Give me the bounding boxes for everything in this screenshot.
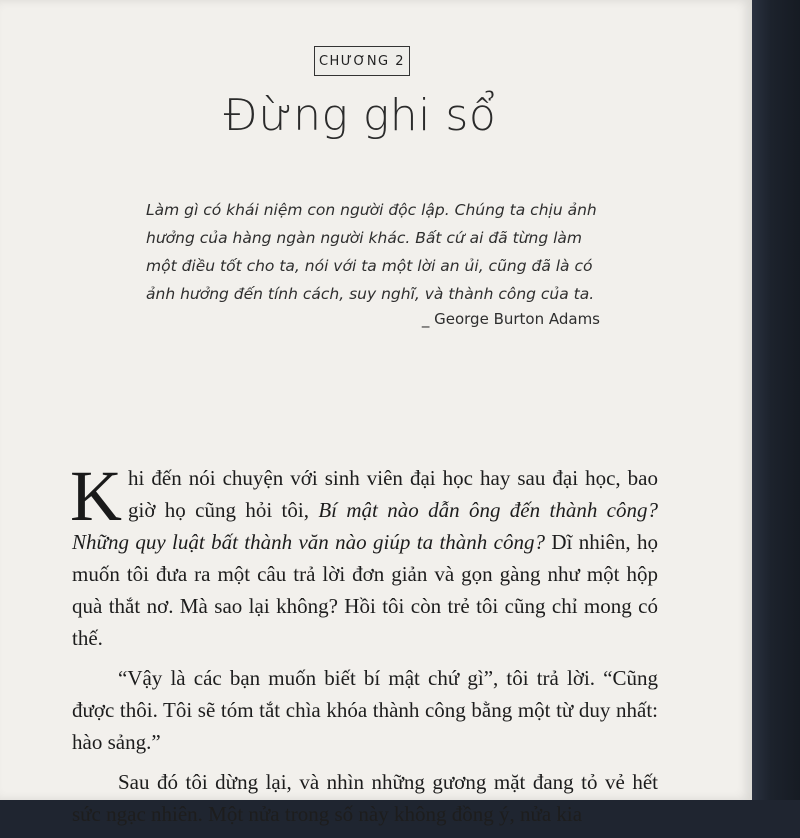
paragraph-1-end: Dĩ nhiên, họ muốn tôi đưa ra một câu trả lời đơn giản và gọn gàng như một hộp quà thắt nơ. Mà sao lại không? Hồi tôi còn trẻ tôi cũng chỉ mong có thế. xyxy=(72,530,659,650)
paragraph-1-italic: Bí mật nào dẫn ông đến thành công? Những quy luật bất thành văn nào giúp ta thành công? xyxy=(72,498,659,554)
epigraph-quote: Làm gì có khái niệm con người độc lập. Chúng ta chịu ảnh hưởng của hàng ngàn người khác. Bất cứ ai đã từng làm một điều tốt cho ta, nói với ta một lời an ủi, cũng đã là có ảnh hưởng đến tính cách, suy nghĩ, và thành công của ta. xyxy=(146,201,597,303)
body-text xyxy=(70,456,659,838)
paragraph-1 xyxy=(70,456,659,654)
epigraph-author: _ George Burton Adams xyxy=(421,310,600,328)
chapter-title: Đừng ghi sổ xyxy=(223,90,497,141)
binding-edge xyxy=(752,0,800,800)
chapter-label-text: CHƯƠNG 2 xyxy=(318,53,406,69)
paragraph-2: “Vậy là các bạn muốn biết bí mật chứ gì”, tôi trả lời. “Cũng được thôi. Tôi sẽ tóm tắt chìa khóa thành công bằng một từ duy nhất: hào sảng.” xyxy=(72,666,658,754)
drop-cap: K xyxy=(70,456,122,536)
chapter-label xyxy=(314,46,410,76)
paragraph-1-start: hi đến nói chuyện với sinh viên đại học hay sau đại học, bao giờ họ cũng hỏi tôi, xyxy=(128,466,658,522)
paragraph-3: Sau đó tôi dừng lại, và nhìn những gương mặt đang tỏ vẻ hết sức ngạc nhiên. Một nửa trong số này không đồng ý, nửa kia xyxy=(72,770,658,826)
